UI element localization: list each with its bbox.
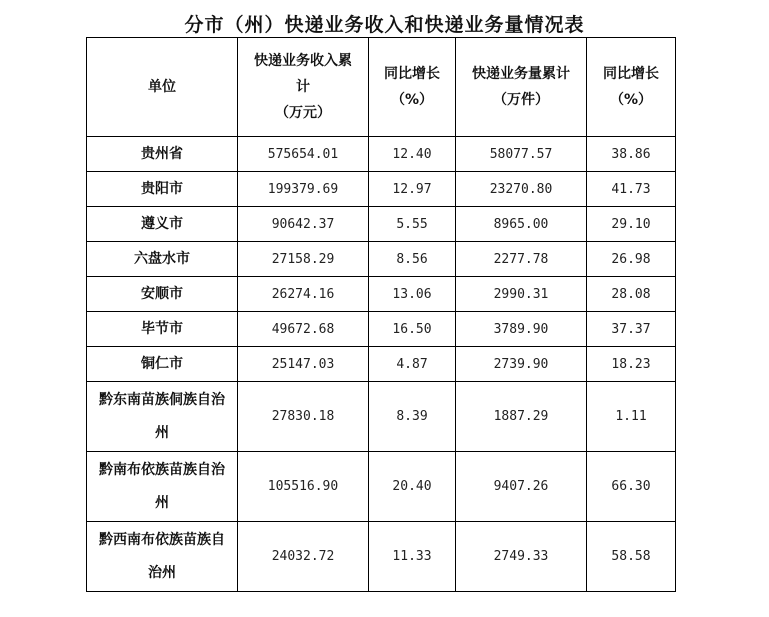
cell-volume-growth: 38.86: [587, 137, 676, 172]
cell-volume: 9407.26: [456, 452, 587, 522]
cell-revenue: 24032.72: [238, 522, 369, 592]
cell-volume-growth: 37.37: [587, 312, 676, 347]
cell-volume-growth: 29.10: [587, 207, 676, 242]
cell-volume-growth: 18.23: [587, 347, 676, 382]
cell-unit: 黔南布依族苗族自治 州: [87, 452, 238, 522]
header-volume: 快递业务量累计 （万件）: [456, 38, 587, 137]
cell-volume: 58077.57: [456, 137, 587, 172]
cell-revenue: 90642.37: [238, 207, 369, 242]
header-revenue-growth: 同比增长 （%）: [369, 38, 456, 137]
page-title: 分市（州）快递业务收入和快递业务量情况表: [184, 14, 585, 36]
cell-revenue: 27830.18: [238, 382, 369, 452]
cell-revenue-growth: 8.56: [369, 242, 456, 277]
cell-volume: 23270.80: [456, 172, 587, 207]
cell-revenue-growth: 12.97: [369, 172, 456, 207]
header-row: [87, 38, 676, 137]
cell-unit: 安顺市: [87, 277, 238, 312]
cell-volume: 2749.33: [456, 522, 587, 592]
cell-volume-growth: 28.08: [587, 277, 676, 312]
cell-unit: 黔西南布依族苗族自 治州: [87, 522, 238, 592]
cell-revenue-growth: 13.06: [369, 277, 456, 312]
cell-volume: 2277.78: [456, 242, 587, 277]
cell-revenue: 25147.03: [238, 347, 369, 382]
cell-unit: 贵阳市: [87, 172, 238, 207]
cell-revenue-growth: 4.87: [369, 347, 456, 382]
cell-volume-growth: 1.11: [587, 382, 676, 452]
cell-unit: 遵义市: [87, 207, 238, 242]
header-volume-growth: 同比增长 （%）: [587, 38, 676, 137]
cell-volume-growth: 26.98: [587, 242, 676, 277]
cell-volume: 2739.90: [456, 347, 587, 382]
cell-volume: 2990.31: [456, 277, 587, 312]
table-row: [87, 172, 676, 207]
cell-volume-growth: 41.73: [587, 172, 676, 207]
cell-revenue-growth: 11.33: [369, 522, 456, 592]
cell-volume: 3789.90: [456, 312, 587, 347]
cell-volume-growth: 58.58: [587, 522, 676, 592]
cell-revenue: 49672.68: [238, 312, 369, 347]
cell-revenue-growth: 20.40: [369, 452, 456, 522]
cell-revenue: 199379.69: [238, 172, 369, 207]
table-row: [87, 522, 676, 592]
cell-volume: 8965.00: [456, 207, 587, 242]
cell-revenue-growth: 12.40: [369, 137, 456, 172]
cell-revenue-growth: 16.50: [369, 312, 456, 347]
table-row: [87, 242, 676, 277]
cell-revenue: 575654.01: [238, 137, 369, 172]
table-row: [87, 312, 676, 347]
cell-volume-growth: 66.30: [587, 452, 676, 522]
cell-unit: 铜仁市: [87, 347, 238, 382]
table-row: [87, 277, 676, 312]
cell-revenue-growth: 5.55: [369, 207, 456, 242]
table-row: [87, 207, 676, 242]
cell-revenue-growth: 8.39: [369, 382, 456, 452]
cell-unit: 贵州省: [87, 137, 238, 172]
header-revenue: 快递业务收入累 计 （万元）: [238, 38, 369, 137]
cell-volume: 1887.29: [456, 382, 587, 452]
table-row: [87, 347, 676, 382]
table-row: [87, 452, 676, 522]
cell-unit: 黔东南苗族侗族自治 州: [87, 382, 238, 452]
express-stats-table: [86, 37, 676, 592]
cell-unit: 六盘水市: [87, 242, 238, 277]
header-unit: 单位: [87, 38, 238, 137]
table-row: [87, 137, 676, 172]
table-row: [87, 382, 676, 452]
cell-revenue: 26274.16: [238, 277, 369, 312]
cell-revenue: 27158.29: [238, 242, 369, 277]
cell-unit: 毕节市: [87, 312, 238, 347]
cell-revenue: 105516.90: [238, 452, 369, 522]
